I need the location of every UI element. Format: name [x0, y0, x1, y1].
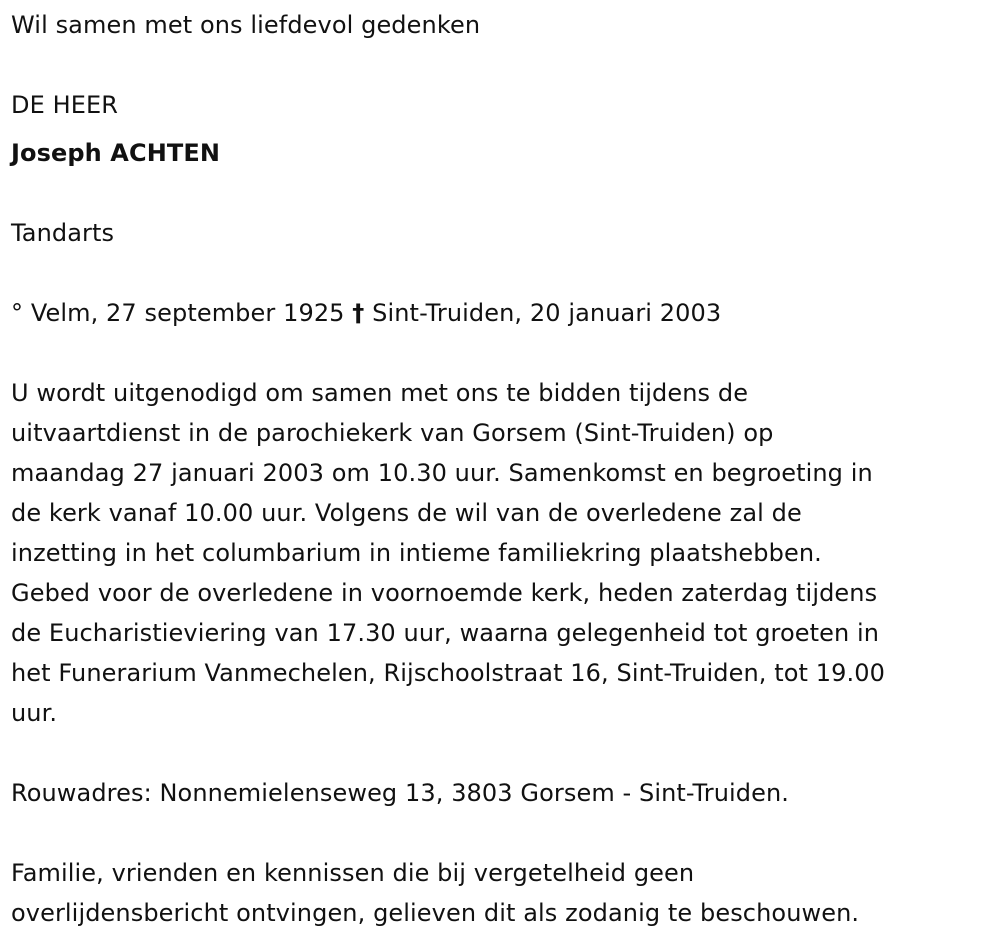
- closing-line: Familie, vrienden en kennissen die bij vergetelheid geen: [11, 859, 695, 887]
- invitation-line: de Eucharistieviering van 17.30 uur, waarna gelegenheid tot groeten in: [11, 619, 880, 647]
- intro-line: Wil samen met ons liefdevol gedenken: [11, 11, 481, 39]
- spacer: [11, 333, 986, 373]
- invitation-line: de kerk vanaf 10.00 uur. Volgens de wil van de overledene zal de: [11, 499, 802, 527]
- invitation-line: Gebed voor de overledene in voornoemde kerk, heden zaterdag tijdens: [11, 579, 878, 607]
- spacer: [11, 813, 986, 853]
- title-prefix: DE HEER: [11, 91, 119, 119]
- spacer: [11, 173, 986, 213]
- profession: Tandarts: [11, 219, 115, 247]
- invitation-line: uur.: [11, 699, 58, 727]
- invitation-line: U wordt uitgenodigd om samen met ons te bidden tijdens de: [11, 379, 749, 407]
- invitation-line: uitvaartdienst in de parochiekerk van Gorsem (Sint-Truiden) op: [11, 419, 774, 447]
- invitation-line: het Funerarium Vanmechelen, Rijschoolstraat 16, Sint-Truiden, tot 19.00: [11, 659, 885, 687]
- invitation-line: inzetting in het columbarium in intieme familiekring plaatshebben.: [11, 539, 822, 567]
- spacer: [11, 253, 986, 293]
- spacer: [11, 733, 986, 773]
- death-info: Sint-Truiden, 20 januari 2003: [372, 299, 722, 327]
- spacer: [11, 45, 986, 85]
- invitation-paragraph: [11, 373, 986, 733]
- mourning-address: Rouwadres: Nonnemielenseweg 13, 3803 Gorsem - Sint-Truiden.: [11, 779, 790, 807]
- cross-icon: †: [352, 299, 365, 327]
- dates-line: [11, 293, 986, 333]
- birth-info: ° Velm, 27 september 1925: [11, 299, 345, 327]
- obituary-notice: [11, 0, 986, 933]
- invitation-line: maandag 27 januari 2003 om 10.30 uur. Samenkomst en begroeting in: [11, 459, 873, 487]
- closing-paragraph: [11, 853, 986, 933]
- closing-line: overlijdensbericht ontvingen, gelieven dit als zodanig te beschouwen.: [11, 899, 860, 927]
- deceased-name: Joseph ACHTEN: [11, 139, 221, 167]
